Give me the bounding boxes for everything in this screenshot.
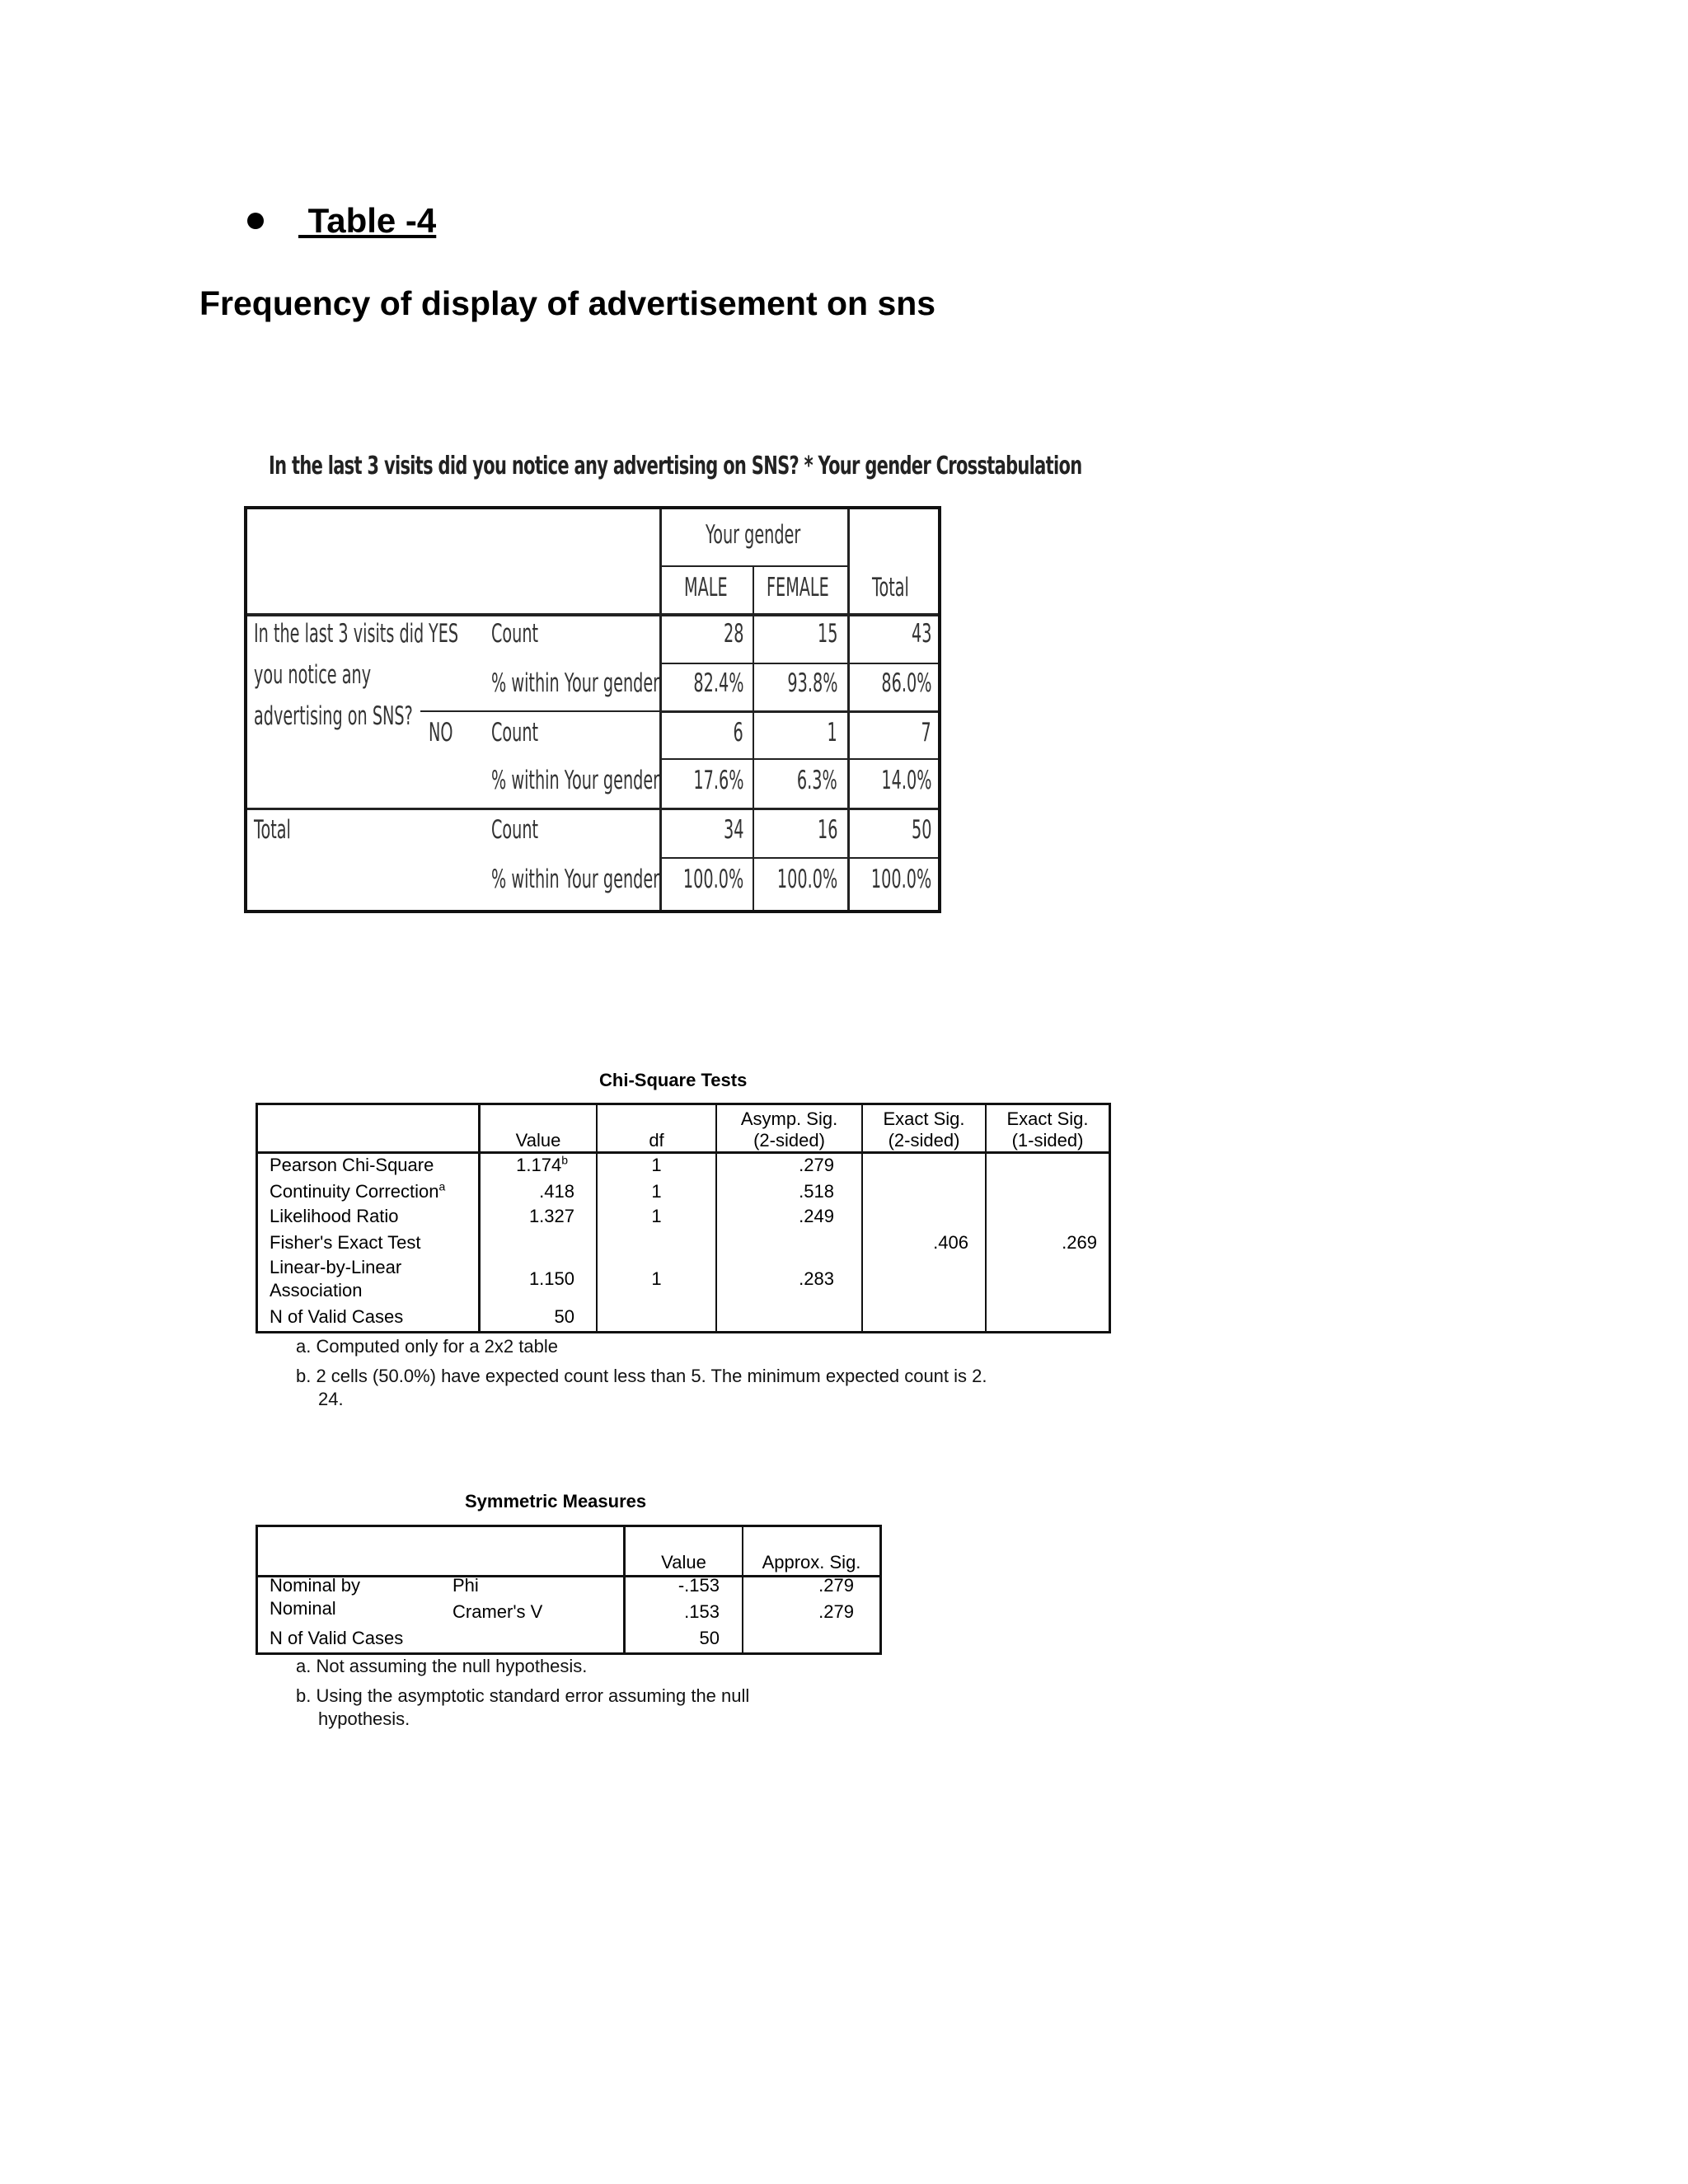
crosstab-cell: 43 xyxy=(911,619,931,649)
crosstab-cell: 100.0% xyxy=(776,865,837,894)
cell-df: 1 xyxy=(651,1155,662,1175)
cell-value: 50 xyxy=(554,1306,574,1327)
footnote: b. 2 cells (50.0%) have expected count less than 5. The minimum expected count is 2. xyxy=(296,1366,987,1386)
bullet-point xyxy=(247,213,264,229)
crosstab-col-female: FEMALE xyxy=(767,573,829,602)
crosstab-group-header: Your gender xyxy=(706,520,801,550)
footnote: a. Computed only for a 2x2 table xyxy=(296,1336,558,1357)
section-title: Frequency of display of advertisement on sns xyxy=(199,284,936,322)
crosstab-row-var-label: you notice any xyxy=(254,660,372,690)
chi-square-table xyxy=(256,1103,1111,1333)
crosstab-cell: 50 xyxy=(911,815,931,845)
cell-exact-sig-2: .406 xyxy=(933,1232,968,1253)
crosstab-cell: 100.0% xyxy=(682,865,743,894)
row-label: Likelihood Ratio xyxy=(270,1206,399,1226)
crosstab-stat-label: % within Your gender xyxy=(491,668,660,698)
col-header-df: df xyxy=(649,1130,664,1151)
cell-asymp-sig: .279 xyxy=(799,1155,834,1175)
cell-value: .153 xyxy=(684,1601,720,1622)
col-header-value: Value xyxy=(515,1130,561,1151)
crosstab-cell: 82.4% xyxy=(692,668,743,698)
crosstab-row-var-label: In the last 3 visits did xyxy=(254,619,424,649)
crosstab-total-label: Total xyxy=(254,815,291,845)
footnote: a. Not assuming the null hypothesis. xyxy=(296,1656,588,1676)
cell-df: 1 xyxy=(651,1206,662,1226)
row-label: Pearson Chi-Square xyxy=(270,1155,434,1175)
cell-asymp-sig: .283 xyxy=(799,1268,834,1289)
cell-value: 1.150 xyxy=(528,1268,574,1289)
table-label: Table -4 xyxy=(298,201,437,240)
crosstab-cell: 28 xyxy=(723,619,743,649)
footnote: 24. xyxy=(318,1389,344,1409)
cell-asymp-sig: .518 xyxy=(799,1181,834,1202)
crosstab-cell: 14.0% xyxy=(880,766,931,795)
row-group-label: Nominal xyxy=(270,1598,336,1619)
col-header-value: Value xyxy=(661,1552,706,1572)
row-label: Association xyxy=(270,1280,363,1301)
footnote: b. Using the asymptotic standard error assuming the null xyxy=(296,1685,750,1706)
col-header-exact1: (1-sided) xyxy=(1011,1130,1084,1151)
col-header-asymp: Asymp. Sig. xyxy=(740,1108,838,1129)
col-header-exact1: Exact Sig. xyxy=(1006,1108,1089,1129)
crosstab-stat-label: % within Your gender xyxy=(491,766,660,795)
cell-value: 1.327 xyxy=(528,1206,574,1226)
row-label: Continuity Correction$^a$ xyxy=(270,1179,446,1202)
crosstab-title: In the last 3 visits did you notice any advertising on SNS? * Your gender Crosstabulation xyxy=(269,452,1082,480)
crosstab-group-yes: YES xyxy=(429,619,459,649)
crosstab-cell: 15 xyxy=(817,619,837,649)
row-label: Cramer's V xyxy=(452,1601,543,1622)
cell-value: .418 xyxy=(539,1181,574,1202)
symmetric-table xyxy=(256,1525,882,1655)
cell-df: 1 xyxy=(651,1181,662,1202)
symmetric-title: Symmetric Measures xyxy=(465,1491,647,1511)
crosstab-stat-label: Count xyxy=(491,619,539,649)
col-header-exact2: (2-sided) xyxy=(888,1130,960,1151)
crosstab-cell: 17.6% xyxy=(692,766,743,795)
row-label: N of Valid Cases xyxy=(270,1306,404,1327)
footnote-marker: a xyxy=(438,1179,446,1193)
crosstab-col-total: Total xyxy=(872,573,909,602)
crosstab-cell: 34 xyxy=(723,815,743,845)
crosstab-stat-label: Count xyxy=(491,718,539,748)
row-label: Fisher's Exact Test xyxy=(270,1232,421,1253)
cell-asymp-sig: .249 xyxy=(799,1206,834,1226)
cell-approx-sig: .279 xyxy=(818,1575,854,1596)
chi-square-title: Chi-Square Tests xyxy=(599,1070,748,1090)
crosstab-stat-label: % within Your gender xyxy=(491,865,660,894)
cell-value: -.153 xyxy=(678,1575,720,1596)
cell-approx-sig: .279 xyxy=(818,1601,854,1622)
crosstab-cell: 93.8% xyxy=(786,668,837,698)
crosstab-cell: 16 xyxy=(817,815,837,845)
row-label: Linear-by-Linear xyxy=(270,1257,402,1277)
crosstab-cell: 6 xyxy=(733,718,743,748)
cell-df: 1 xyxy=(651,1268,662,1289)
crosstab-cell: 100.0% xyxy=(870,865,931,894)
crosstab-row-var-label: advertising on SNS? xyxy=(254,701,413,731)
crosstab-cell: 6.3% xyxy=(797,766,837,795)
crosstab-col-male: MALE xyxy=(684,573,728,602)
crosstab-cell: 7 xyxy=(921,718,931,748)
crosstab-cell: 86.0% xyxy=(880,668,931,698)
col-header-exact2: Exact Sig. xyxy=(883,1108,965,1129)
col-header-approx-sig: Approx. Sig. xyxy=(762,1552,861,1572)
row-label: Phi xyxy=(452,1575,479,1596)
col-header-asymp: (2-sided) xyxy=(753,1130,825,1151)
footnote-marker: b xyxy=(561,1153,568,1167)
cell-value: 50 xyxy=(699,1628,720,1648)
footnote: hypothesis. xyxy=(318,1708,410,1729)
row-group-label: Nominal by xyxy=(270,1575,361,1596)
crosstab-cell: 1 xyxy=(827,718,837,748)
row-label: N of Valid Cases xyxy=(270,1628,404,1648)
crosstab-table xyxy=(244,506,941,913)
cell-value: 1.174$^b$ xyxy=(516,1153,568,1175)
crosstab-stat-label: Count xyxy=(491,815,539,845)
cell-exact-sig-1: .269 xyxy=(1062,1232,1097,1253)
crosstab-group-no: NO xyxy=(429,718,453,748)
